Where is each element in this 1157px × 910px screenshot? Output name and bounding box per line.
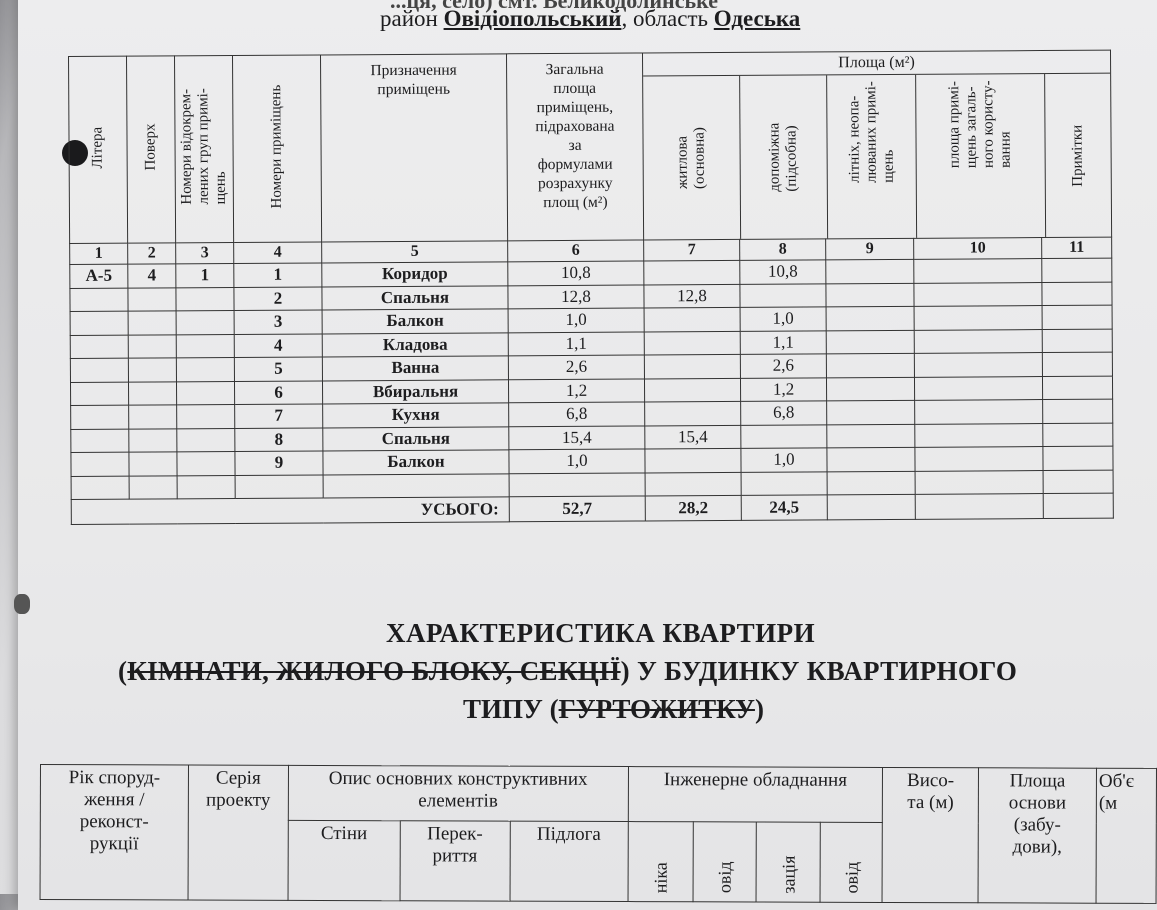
col-height: Висо- та (м) [882, 767, 978, 902]
col-elements: Опис основних конструктивних елементів [288, 765, 628, 821]
subtitle-start: ТИПУ ( [463, 694, 559, 724]
cell-litera [70, 382, 128, 406]
cell-poverkh [129, 428, 177, 452]
col-eng-3: зація [778, 855, 799, 894]
col-floor: Підлога [510, 821, 628, 901]
col-litera: Літера [89, 126, 106, 169]
cell-group [176, 310, 234, 334]
col-base-area: Площа основи (забу- дови), [978, 768, 1096, 903]
cell-room-number: 5 [234, 357, 322, 381]
region-label: район [380, 6, 438, 31]
cell-empty [1042, 282, 1112, 306]
cell-group [176, 381, 234, 405]
col-number: 1 [70, 243, 128, 264]
region-line [380, 6, 940, 32]
cell-litera [70, 358, 128, 382]
cell-total-area: 12,8 [508, 284, 644, 308]
cell-empty [914, 282, 1042, 306]
cell-aux-area: 1,1 [740, 330, 826, 354]
cell-poverkh [128, 381, 176, 405]
cell-total-area: 1,0 [508, 308, 644, 332]
struck-text-2: ГУРТОЖИТКУ [558, 694, 755, 724]
region-value: Овідіопольський [443, 6, 622, 31]
subtitle-end: ) [754, 694, 764, 724]
cell-empty [1042, 376, 1112, 400]
cell-poverkh [128, 358, 176, 382]
cell-total-area: 1,1 [508, 331, 644, 355]
cell-living-area [645, 401, 741, 425]
cell-poverkh [128, 311, 176, 335]
cell-aux-area: 1,0 [740, 307, 826, 331]
cell-room-number: 3 [234, 310, 322, 334]
cell-room-number: 4 [234, 333, 322, 357]
cell-litera [70, 288, 128, 312]
cell-room-number: 8 [235, 427, 323, 451]
col-number: 2 [128, 243, 176, 264]
cell-empty [826, 353, 914, 377]
section-title: ХАРАКТЕРИСТИКА КВАРТИРИ [386, 618, 816, 648]
col-number: 3 [176, 242, 234, 263]
col-series: Серія проекту [188, 765, 288, 900]
col-living: житлова (основна) [674, 126, 708, 189]
col-notes: Примітки [1069, 124, 1086, 187]
cell-room-number: 6 [234, 380, 322, 404]
cell-empty [826, 306, 914, 330]
col-volume: Об'є (м [1096, 768, 1157, 903]
cell-living-area [644, 260, 740, 284]
cell-empty [827, 424, 915, 448]
cell-litera [71, 452, 129, 476]
col-number: 6 [508, 240, 644, 262]
cell-group [176, 357, 234, 381]
cell-group: 1 [176, 263, 234, 287]
subtitle-paren: ( [118, 656, 128, 686]
cell-aux-area: 1,2 [740, 377, 826, 401]
cell-empty [826, 259, 914, 283]
cell-aux-area: 6,8 [741, 401, 827, 425]
cell-aux-area [741, 424, 827, 448]
cell-group [177, 451, 235, 475]
cell-litera [71, 429, 129, 453]
total-area-value: 52,7 [509, 496, 645, 522]
cell-empty [914, 376, 1042, 400]
cell-empty [915, 447, 1043, 471]
col-engineering: Інженерне обладнання [628, 767, 883, 823]
col-year: Рік споруд- ження / реконст- рукції [40, 765, 188, 901]
cell-poverkh [128, 287, 176, 311]
cell-empty [826, 330, 914, 354]
cell-living-area [645, 448, 741, 472]
col-walls: Стіни [288, 820, 400, 900]
cell-living-area: 12,8 [644, 284, 740, 308]
cell-empty [914, 329, 1042, 353]
cell-room-name: Коридор [322, 262, 508, 287]
cell-empty [1042, 352, 1112, 376]
cell-litera [71, 405, 129, 429]
cell-group [176, 334, 234, 358]
cell-group [177, 428, 235, 452]
cell-room-number: 9 [235, 451, 323, 475]
cell-empty [826, 283, 914, 307]
cell-poverkh [129, 452, 177, 476]
struck-text: КІМНАТИ, ЖИЛОГО БЛОКУ, СЕКЦІЇ [127, 656, 621, 686]
cell-total-area: 6,8 [509, 402, 645, 426]
cell-empty [915, 423, 1043, 447]
cell-aux-area: 1,0 [741, 448, 827, 472]
cell-living-area [644, 307, 740, 331]
col-poverkh: Поверх [142, 123, 159, 171]
col-number: 9 [826, 238, 914, 260]
cell-room-name: Балкон [323, 450, 509, 475]
cell-litera [70, 311, 128, 335]
cell-litera: А-5 [70, 264, 128, 288]
cell-empty [914, 306, 1042, 330]
cell-group [177, 404, 235, 428]
cell-room-name: Вбиральня [322, 379, 508, 404]
col-total-area: Загальна площа приміщень, підрахована за формулами розрахунку площ (м²) [535, 60, 615, 212]
binder-hole [14, 594, 30, 614]
cell-empty [915, 400, 1043, 424]
cell-empty [1043, 423, 1113, 447]
cell-empty [827, 447, 915, 471]
col-summer: літніх, неопа- люваних примі- щень [845, 81, 897, 183]
col-number: 4 [234, 242, 322, 264]
oblast-value: Одеська [713, 6, 801, 31]
cell-empty [914, 259, 1042, 283]
cell-litera [70, 335, 128, 359]
cell-living-area [644, 378, 740, 402]
cell-total-area: 15,4 [509, 425, 645, 449]
col-common: площа примі- щень загаль- ного користу- вання [946, 80, 1014, 169]
cell-living-area [644, 331, 740, 355]
cell-empty [826, 377, 914, 401]
cell-room-name: Кухня [323, 403, 509, 428]
col-area-group: Площа (м²) [643, 51, 1110, 77]
col-purpose: Призначення приміщень [370, 61, 457, 99]
characteristics-table [40, 764, 1157, 904]
cell-aux-area: 10,8 [740, 260, 826, 284]
col-room-numbers: Номери приміщень [268, 84, 285, 209]
cell-total-area: 1,0 [509, 449, 645, 473]
total-aux-value: 24,5 [741, 495, 827, 521]
col-number: 11 [1042, 237, 1112, 258]
col-slabs: Перек- риття [400, 821, 510, 901]
cell-living-area: 15,4 [645, 425, 741, 449]
cell-empty [1042, 305, 1112, 329]
col-number: 5 [322, 241, 508, 263]
col-groups: Номери відокрем- лених груп примі- щень [178, 88, 229, 206]
col-number: 7 [644, 239, 740, 261]
col-number: 10 [914, 238, 1042, 260]
area-table [68, 50, 1114, 525]
cell-total-area: 10,8 [508, 261, 644, 285]
area-table-header [69, 50, 1112, 243]
cell-total-area: 1,2 [508, 378, 644, 402]
cell-empty [1042, 329, 1112, 353]
cell-poverkh [128, 334, 176, 358]
section-subtitle [118, 656, 1017, 687]
cell-room-name: Ванна [322, 356, 508, 381]
cell-aux-area: 2,6 [740, 354, 826, 378]
section-subtitle-2 [463, 694, 764, 725]
col-eng-1: ніка [650, 862, 671, 894]
cell-empty [914, 353, 1042, 377]
cell-total-area: 2,6 [508, 355, 644, 379]
col-number: 8 [740, 239, 826, 261]
cell-room-number: 1 [234, 263, 322, 287]
oblast-label: , область [621, 6, 709, 31]
cell-room-name: Спальня [323, 426, 509, 451]
cell-empty [1042, 258, 1112, 282]
cell-room-name: Кладова [322, 332, 508, 357]
cell-room-name: Балкон [322, 309, 508, 334]
total-label: УСЬОГО: [71, 497, 509, 525]
total-living-value: 28,2 [645, 495, 741, 521]
cell-aux-area [740, 283, 826, 307]
cell-empty [827, 400, 915, 424]
subtitle-rest: ) У БУДИНКУ КВАРТИРНОГО [620, 656, 1018, 686]
cell-room-number: 2 [234, 286, 322, 310]
cell-group [176, 287, 234, 311]
col-eng-4: овід [841, 862, 862, 894]
col-eng-2: овід [714, 861, 735, 894]
cell-empty [1043, 399, 1113, 423]
cell-poverkh: 4 [128, 264, 176, 288]
cell-room-name: Спальня [322, 285, 508, 310]
cell-room-number: 7 [235, 404, 323, 428]
cell-poverkh [129, 405, 177, 429]
col-auxiliary: допоміжна (підсобна) [766, 122, 800, 192]
cell-empty [1043, 446, 1113, 470]
cell-living-area [644, 354, 740, 378]
